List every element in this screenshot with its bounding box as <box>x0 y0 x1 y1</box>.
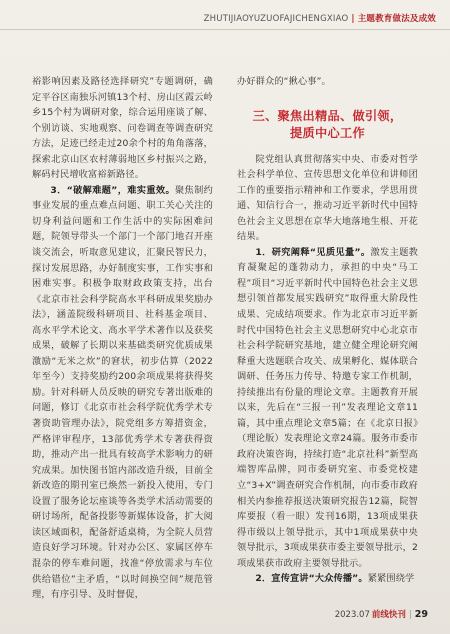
header-separator: | <box>351 14 355 24</box>
page-number: 29 <box>414 609 428 620</box>
item-1-body: 激发主题教育凝聚起的蓬勃动力，承担的中央“马工程”项目“习近平新时代中国特色社会主义思想引领首都发展实践研究”取得重大阶段性成果、完成结项要求。作为北京市习近平新时代中国特色社会主义思想研究中心北京市社会科学院研究基地，建立健全理论研究阐释重大选题联合攻关、成果孵化、媒体联合调研、任务压力传导、特邀专家工作机制，持续推出有份量的理论文章。主题教育开展以来，先后在“三报一刊”发表理论文章11篇，其中重点理论文章5篇；在《北京日报》（理论版）发表理论文章24篇。服务市委市政府决策咨询，持续打造“北京社科”新型高端智库品牌，同市委研究室、市委党校建立“3+X”调查研究合作机制，向市委市政府相关内参推荐报送决策研究报告12篇，院智库要报（看一眼）发刊16期，13项成果获得市级以上领导批示，其中1项成果获中央领导批示，3项成果获市委主要领导批示，2项成果获市政府主要领导批示。 <box>237 246 419 569</box>
footer-separator: | <box>408 610 412 620</box>
item-2-lead: 2．宣传宣讲“大众传播”。 <box>255 573 368 585</box>
item-3-body: 聚焦制约事业发展的重点难点问题、职工关心关注的切身利益问题和工作生活中的实际困难问题，院领导带头一个部门一个部门地召开座谈交流会，听取意见建议，汇聚民智民力，探讨发展思路，办好制度实事，工作实事和困难实事。积极争取财政政策支持，出台《北京市社会科学院高水平科研成果奖励办法》，涵盖院级科研项目、社科基金项目、高水平学术论文、高水平学术著作以及获奖成果，破解了长期以来基础类研究优质成果激励“无米之炊”的窘状，初步估算（2022年至今）支持奖励约200余项成果将获得奖励。针对科研人员反映的研究专著出版难的问题，修订《北京市社会科学院优秀学术专著资助管理办法》，院党组多方筹措资金，严格评审程序，13部优秀学术专著获得资助，推动产出一批具有较高学术影响力的研究成果。加快图书馆内部改造升级，目前全新改造的期刊室已焕然一新投入使用，专门设置了服务论坛座谈等各类学术活动需要的研讨场所，配备投影等新媒体设备，扩大阅读区域面积，配备舒适桌椅，为全院人员营造良好学习环境。针对办公区、家属区停车混杂的停车难问题，找准“停放需求与车位供给错位”主矛盾，“以时间换空间”规范管理，有序引导、及时督促， <box>32 184 213 601</box>
footer-magazine-name: 前线快刊 <box>371 610 406 620</box>
header-pinyin: ZHUTIJIAOYUZUOFAJICHENGXIAO <box>203 14 349 24</box>
page-footer <box>335 608 428 620</box>
section-heading-line-2: 提质中心工作 <box>290 125 365 140</box>
paragraph-top: 办好群众的“揪心事”。 <box>237 76 331 87</box>
item-2-body: 紧紧围绕学 <box>367 573 415 585</box>
item-3-lead-2: 难实重效。 <box>127 184 175 196</box>
header-section-title: 主题教育做法及成效 <box>357 14 436 24</box>
running-header <box>204 12 436 24</box>
footer-issue: 2023.07 <box>334 610 370 620</box>
paragraph-continued: 裕影响因素及路径选择研究”专题调研，确定平谷区南独乐河镇13个村、房山区霞云岭乡15个村为调研对象，综合运用座谈了解、个别访谈、实地观察、问卷调查等调查研究方法，足迹已经走过20余个村的角角落落，探索北京山区农村薄弱地区乡村振兴之路，解码村民增收富裕新路径。 <box>32 76 213 181</box>
header-rule <box>0 29 450 30</box>
right-column <box>237 74 418 587</box>
left-column <box>32 74 213 603</box>
paragraph-difficulty <box>32 183 213 603</box>
paragraph-publicity <box>237 571 418 587</box>
section-heading <box>237 108 418 142</box>
paragraph-intro: 院党组认真贯彻落实中央、市委对哲学社会科学单位、宣传思想文化单位和讲师团工作的重要指示精神和工作要求，学思用贯通、知信行合一，推动习近平新时代中国特色社会主义思想在京华大地落地生根、开花结果。 <box>237 153 418 243</box>
paragraph-research <box>237 245 418 571</box>
item-3-lead: 3．“破解难题”， <box>50 184 128 196</box>
item-1-lead: 1．研究阐释“见质见量”。 <box>255 246 371 258</box>
section-heading-line-1: 三、聚焦出精品、做引领， <box>252 108 403 123</box>
